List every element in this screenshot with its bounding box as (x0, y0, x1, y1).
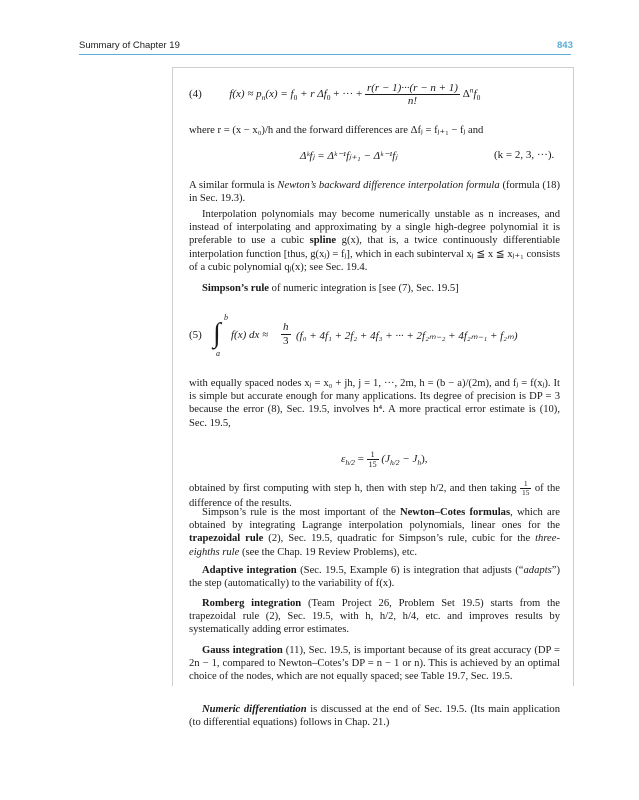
equation-label: (4) (189, 88, 202, 101)
paragraph-gauss: Gauss integration (11), Sec. 19.5, is important because of its great accuracy (DP = 2n − 1, compared to Newton–Cotes’s DP = n − 1 or n). This is achieved by an optimal choice of the nodes, which are not equally spaced; see Table 19.7, Sec. 19.5. (189, 645, 561, 683)
paragraph-backward-formula: A similar formula is Newton’s backward difference interpolation formula (formula (18) in Sec. 19.3). (189, 180, 560, 205)
equation-4: (4) $f(x) \approx p_n(x) = f_0 + r$ $\Delta f_0$ + ··· + $\frac{r(r - 1)\cdot\cdot\cdot(r - n + 1)}{n!}$ $\Delta^nf_0$ (189, 82, 481, 107)
integrand: f(x) dx ≈ (231, 329, 269, 341)
equation-5 (189, 312, 569, 360)
paragraph-adaptive: Adaptive integration (Sec. 19.5, Example 6) is integration that adjusts (“adapts”) the step (automatically) to the variability of f(x). (189, 565, 560, 590)
integral-sign: ∫ (213, 318, 221, 349)
paragraph-nodes: with equally spaced nodes xⱼ = x₀ + jh, j = 1, ···, 2m, h = (b − a)/(2m), and fⱼ = f(xⱼ). It is simple but accurate enough for many applications. Its degree of precision is DP = 3 because the error (8), Sec. 19.5, involves h⁴. A more practical error estimate is (10), Sec. 19.5, (189, 378, 560, 429)
paragraph-simpson-intro: Simpson’s rule of numeric integration is [see (7), Sec. 19.5] (202, 283, 459, 294)
fraction: $\frac{r(r - 1)\cdot\cdot\cdot(r - n + 1)}{n!}$ (366, 82, 458, 107)
header-rule (79, 54, 571, 55)
where-text: where r = (x − x₀)/h and the forward differences are Δfⱼ = fⱼ₊₁ − fⱼ and (189, 125, 484, 136)
equation-label: (5) (189, 329, 202, 341)
error-estimate-equation: $\varepsilon_{h/2}$ = $\frac{1}{15}$ $(J_{h/2} - J_h)$, (341, 450, 428, 469)
upper-limit: b (224, 313, 228, 322)
paragraph-romberg: Romberg integration (Team Project 26, Problem Set 19.5) starts from the trapezoidal rule (2), Sec. 19.5, with h, h/2, h/4, etc. and improves results by systematically adding error estimates. (189, 598, 560, 636)
page-number: 843 (557, 40, 573, 51)
running-header: Summary of Chapter 19 (79, 40, 180, 51)
lower-limit: a (216, 349, 220, 358)
equation-condition: (k = 2, 3, ···). (494, 149, 555, 161)
paragraph-numeric-differentiation: Numeric differentiation is discussed at the end of Sec. 19.5. (Its main application (to differential equations) follows in Chap. 21.) (189, 704, 560, 729)
paragraph-error-step: obtained by first computing with step h, then with step h/2, and then taking $\frac{1}{15}$ of the difference of the results. (189, 479, 560, 509)
fraction: $\frac{h}{3}$ (283, 321, 289, 348)
forward-difference-equation: Δᵏfⱼ = Δᵏ⁻¹fⱼ₊₁ − Δᵏ⁻¹fⱼ (300, 150, 398, 162)
paragraph-spline: Interpolation polynomials may become numerically unstable as n increases, and instead of interpolating and approximating by a single high-degree polynomial it is preferable to use a cubic spline g(x), that is, a twice continuously differentiable interpolation function [thus, g(xⱼ) = fⱼ], which in each subinterval xⱼ ≦ x ≦ xⱼ₊₁ consists of a cubic polynomial qⱼ(x); see Sec. 19.4. (189, 209, 560, 273)
simpson-series: (f₀ + 4f₁ + 2f₂ + 4f₃ + ··· + 2f₂ₘ₋₂ + 4f₂ₘ₋₁ + f₂ₘ) (296, 330, 518, 342)
paragraph-newton-cotes: Simpson’s rule is the most important of the Newton–Cotes formulas, which are obtained by integrating Lagrange interpolation polynomials, linear ones for the trapezoidal rule (2), Sec. 19.5, quadratic for Simpson’s rule, cubic for the three-eighths rule (see the Chap. 19 Review Problems), etc. (189, 507, 560, 558)
